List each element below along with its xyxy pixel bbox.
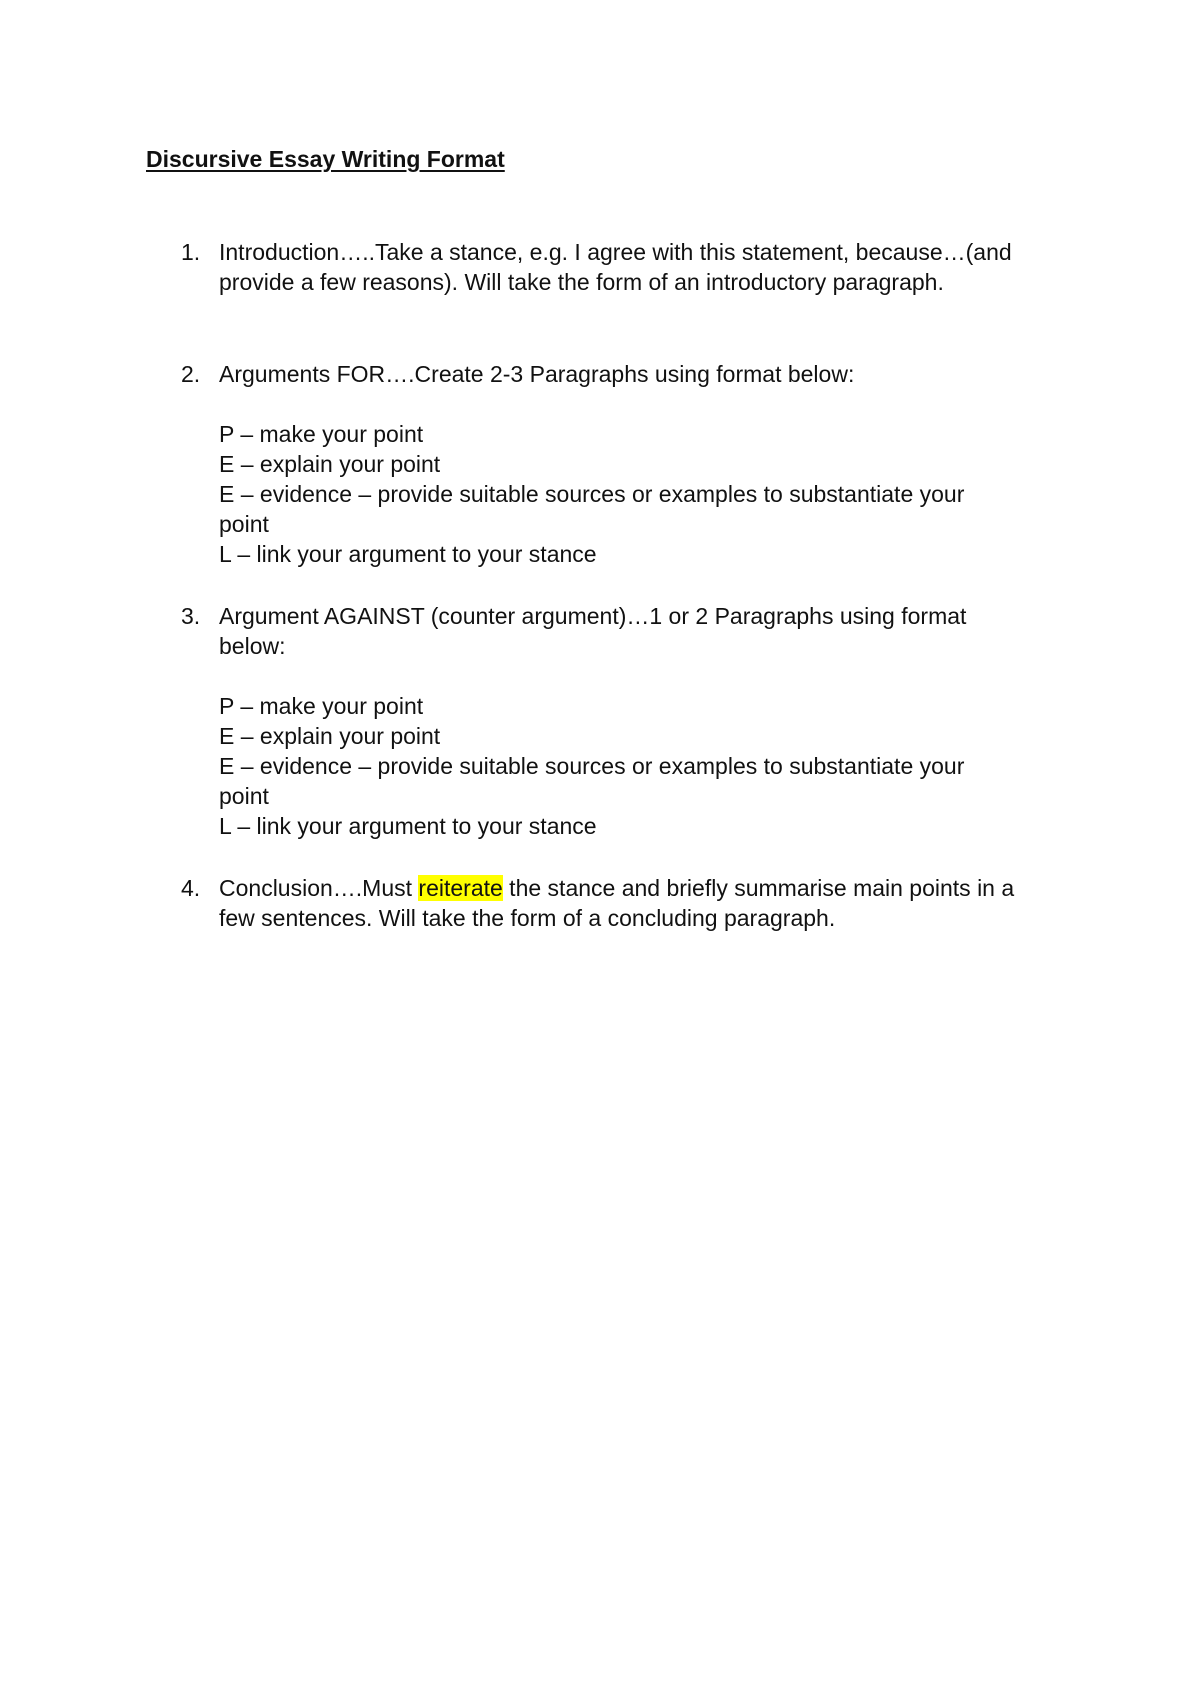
list-number: 2.: [181, 361, 201, 387]
peel-line-l: L – link your argument to your stance: [219, 541, 597, 567]
item-text-line: [219, 873, 1086, 903]
conclusion-text-after: the stance and briefly summarise main points in a: [502, 875, 1015, 901]
peel-line-p: P – make your point: [219, 421, 424, 447]
spacer: [219, 389, 1086, 419]
peel-line-l: L – link your argument to your stance: [219, 813, 597, 839]
list-item-body: [219, 601, 1086, 841]
item-heading: Argument AGAINST (counter argument)…1 or 2 Paragraphs using format: [219, 603, 967, 629]
item-text-line: provide a few reasons). Will take the form of an introductory paragraph.: [219, 269, 944, 295]
peel-line-e-evidence-cont: point: [219, 783, 269, 809]
item-text-line: Introduction…..Take a stance, e.g. I agree with this statement, because…(and: [219, 239, 1012, 265]
item-text-line: few sentences. Will take the form of a concluding paragraph.: [219, 905, 836, 931]
list-number: 4.: [181, 875, 201, 901]
peel-line-e-evidence: E – evidence – provide suitable sources or examples to substantiate your: [219, 753, 965, 779]
list-item-body: [219, 237, 1086, 297]
document-title: Discursive Essay Writing Format: [146, 146, 505, 172]
peel-line-e-explain: E – explain your point: [219, 451, 441, 477]
highlighted-word: reiterate: [418, 875, 503, 901]
peel-line-p: P – make your point: [219, 693, 424, 719]
list-item-body: [219, 359, 1086, 569]
peel-line-e-evidence-cont: point: [219, 511, 269, 537]
list-number: 1.: [181, 239, 201, 265]
item-heading-cont: below:: [219, 633, 286, 659]
spacer: [219, 661, 1086, 691]
item-heading: Arguments FOR….Create 2-3 Paragraphs using format below:: [219, 361, 855, 387]
peel-line-e-evidence: E – evidence – provide suitable sources or examples to substantiate your: [219, 481, 965, 507]
list-number: 3.: [181, 603, 201, 629]
peel-line-e-explain: E – explain your point: [219, 723, 441, 749]
conclusion-text-before: Conclusion….Must: [219, 875, 419, 901]
list-item-body: [219, 873, 1086, 933]
